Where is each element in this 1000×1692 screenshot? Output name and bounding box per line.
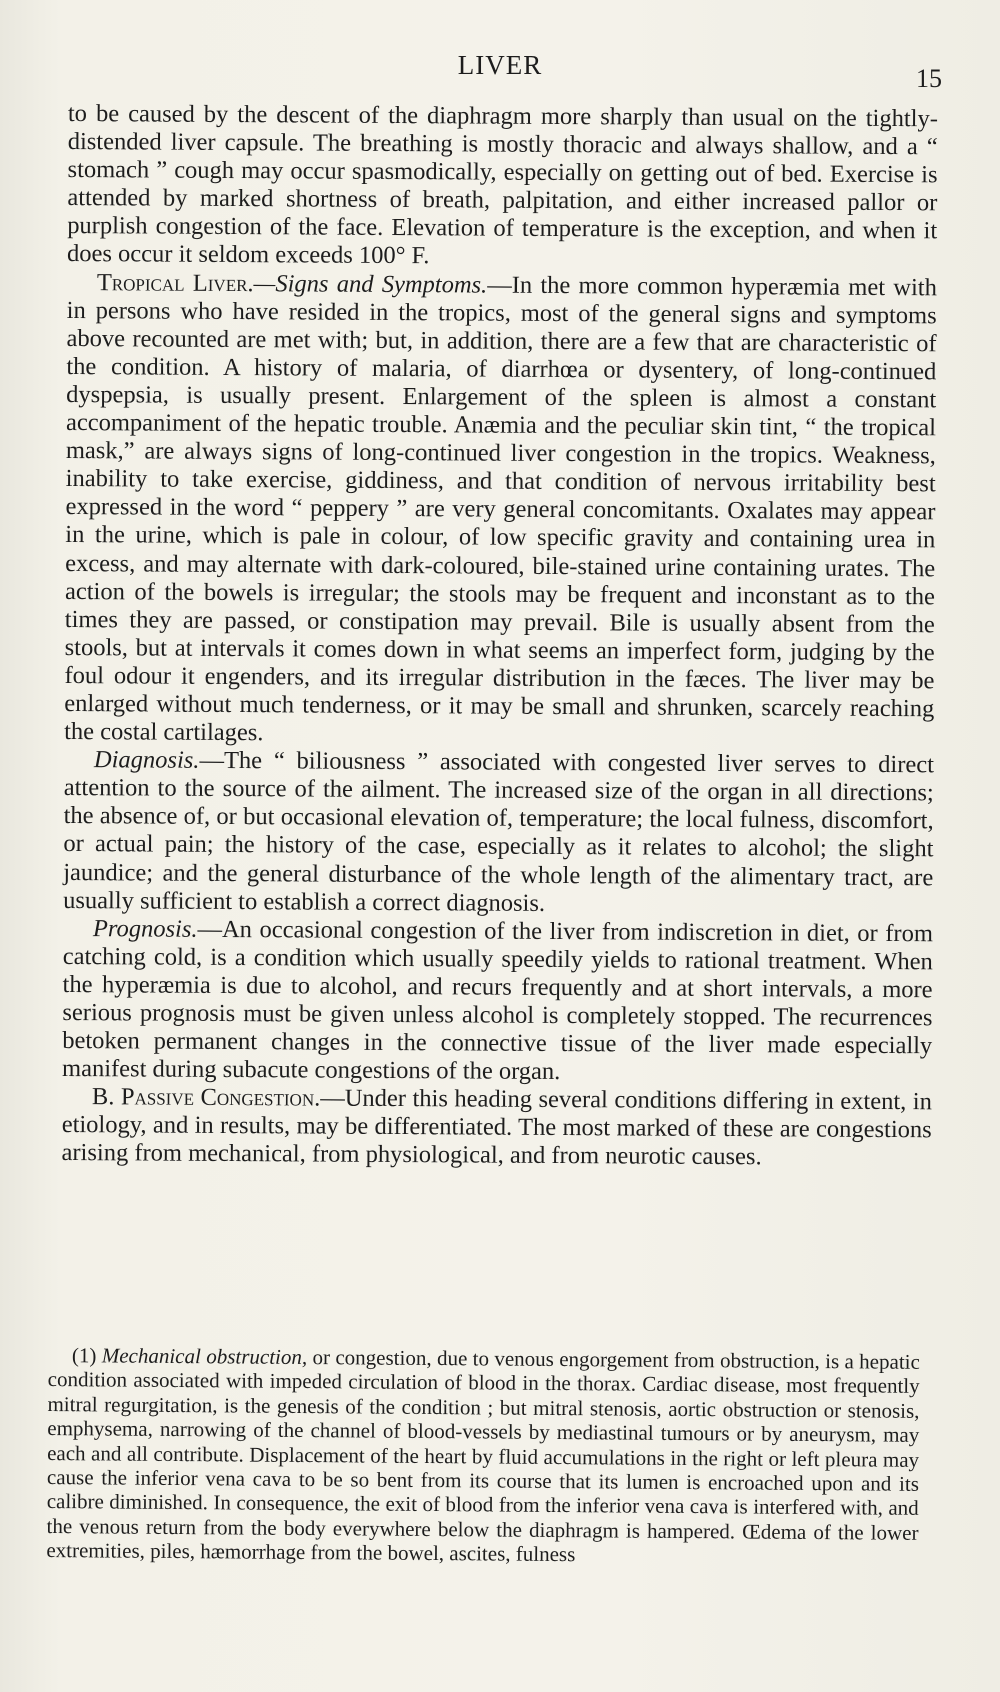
footnote-marker: (1) xyxy=(71,1343,102,1368)
body-text xyxy=(61,100,938,1173)
paragraph-diagnosis xyxy=(63,746,934,920)
section-heading-passive-congestion: Passive Congestion. xyxy=(120,1083,321,1112)
paragraph-text: —Under this heading several conditions differing in extent, in etiology, and in results, may be differentiated. The most marked of these are congestions arising from mechanical, from physiological, and from neurotic causes. xyxy=(61,1084,932,1171)
paragraph-tropical-liver xyxy=(64,269,937,752)
paragraph-text: —In the more common hyperæmia met with in persons who have resided in the tropics, most of the general signs and symptoms above recounted are met with; but, in addition, there are a few that are characteristic of the condition. A history of malaria, of diarrhœa or dysentery, of long-continued dyspepsia, is usually present. Enlargement of the spleen is almost a constant accompaniment of the hepatic trouble. Anæmia and the peculiar skin tint, “ the tropical mask,” are always signs of long-continued liver congestion in the tropics. Weakness, inability to take exercise, giddiness, and that condition of nervous irritability best expressed in the word “ peppery ” are very general concomitants. Oxalates may appear in the urine, which is pale in colour, of low specific gravity and containing urea in excess, and may alternate with dark-coloured, bile-stained urine containing urates. The action of the bowels is irregular; the stools may be frequent and inconstant as to the times they are passed, or constipation may prevail. Bile is usually absent from the stools, but at intervals it comes down in what seems an imperfect form, judging by the foul odour it engenders, and its irregular distribution in the fæces. The liver may be enlarged without much tenderness, or it may be small and shrunken, scarcely reaching the costal cartilages. xyxy=(64,271,937,747)
subheading-signs-symptoms: —Signs and Symptoms. xyxy=(253,269,488,299)
paragraph-passive-congestion xyxy=(61,1083,931,1173)
section-heading-tropical-liver: Tropical Liver. xyxy=(96,268,254,297)
footnote xyxy=(46,1343,920,1569)
paragraph-text: —The “ biliousness ” associated with congested liver serves to direct attention to the source of the ailment. The increased size of the organ in all directions; the absence of, or but occasional elevation of, temperature; the local fulness, discomfort, or actual pain; the history of the case, especially as it relates to alcohol; the slight jaundice; and the general disturbance of the whole length of the alimentary tract, are usually sufficient to establish a correct diagnosis. xyxy=(63,746,935,917)
running-title: LIVER xyxy=(457,50,543,80)
subheading-diagnosis: Diagnosis. xyxy=(93,746,200,774)
section-letter: B. xyxy=(91,1083,121,1111)
footnote-paragraph xyxy=(46,1343,920,1569)
paragraph-text: —An occasional congestion of the liver from indiscretion in diet, or from catching cold, is a condition which usually speedily yields to rational treatment. When the hyperæmia is due to alcohol, and recurs frequently and at short intervals, a more serious prognosis must be given unless alcohol is completely stopped. The recurrences betoken permanent changes in the connective tissue of the liver made especially manifest during subacute congestions of the organ. xyxy=(62,915,934,1086)
footnote-heading: Mechanical obstruction, xyxy=(101,1343,308,1370)
footnote-text: or congestion, due to venous engorgement from obstruction, is a hepatic condition associated with impeded circulation of blood in the thorax. Cardiac disease, most frequently mitral regurgitation, is the genesis of the condition ; but mitral stenosis, aortic obstruction or stenosis, emphysema, narrowing of the channel of blood-vessels by mediastinal tumours or by aneurysm, may each and all contribute. Displacement of the heart by fluid accumulations in the right or left pleura may cause the inferior vena cava to be so bent from its course that its lumen is encroached upon and its calibre diminished. In consequence, the exit of blood from the inferior vena cava is interfered with, and the venous return from the body everywhere below the diaphragm is hampered. Œdema of the lower extremities, piles, hæmorrhage from the bowel, ascites, fulness xyxy=(46,1345,920,1567)
running-head xyxy=(0,50,1000,93)
page-number: 15 xyxy=(916,64,942,93)
paragraph-prognosis xyxy=(62,915,933,1089)
subheading-prognosis: Prognosis. xyxy=(92,914,198,943)
paragraph-continuation: to be caused by the descent of the diaphragm more sharply than usual on the tightly-distended liver capsule. The breathing is mostly thoracic and always shallow, and a “ stomach ” cough may occur spasmodically, especially on getting out of bed. Exercise is attended by marked shortness of breath, palpitation, and either increased pallor or purplish congestion of the face. Elevation of temperature is the exception, and when it does occur it seldom exceeds 100° F. xyxy=(66,100,938,270)
